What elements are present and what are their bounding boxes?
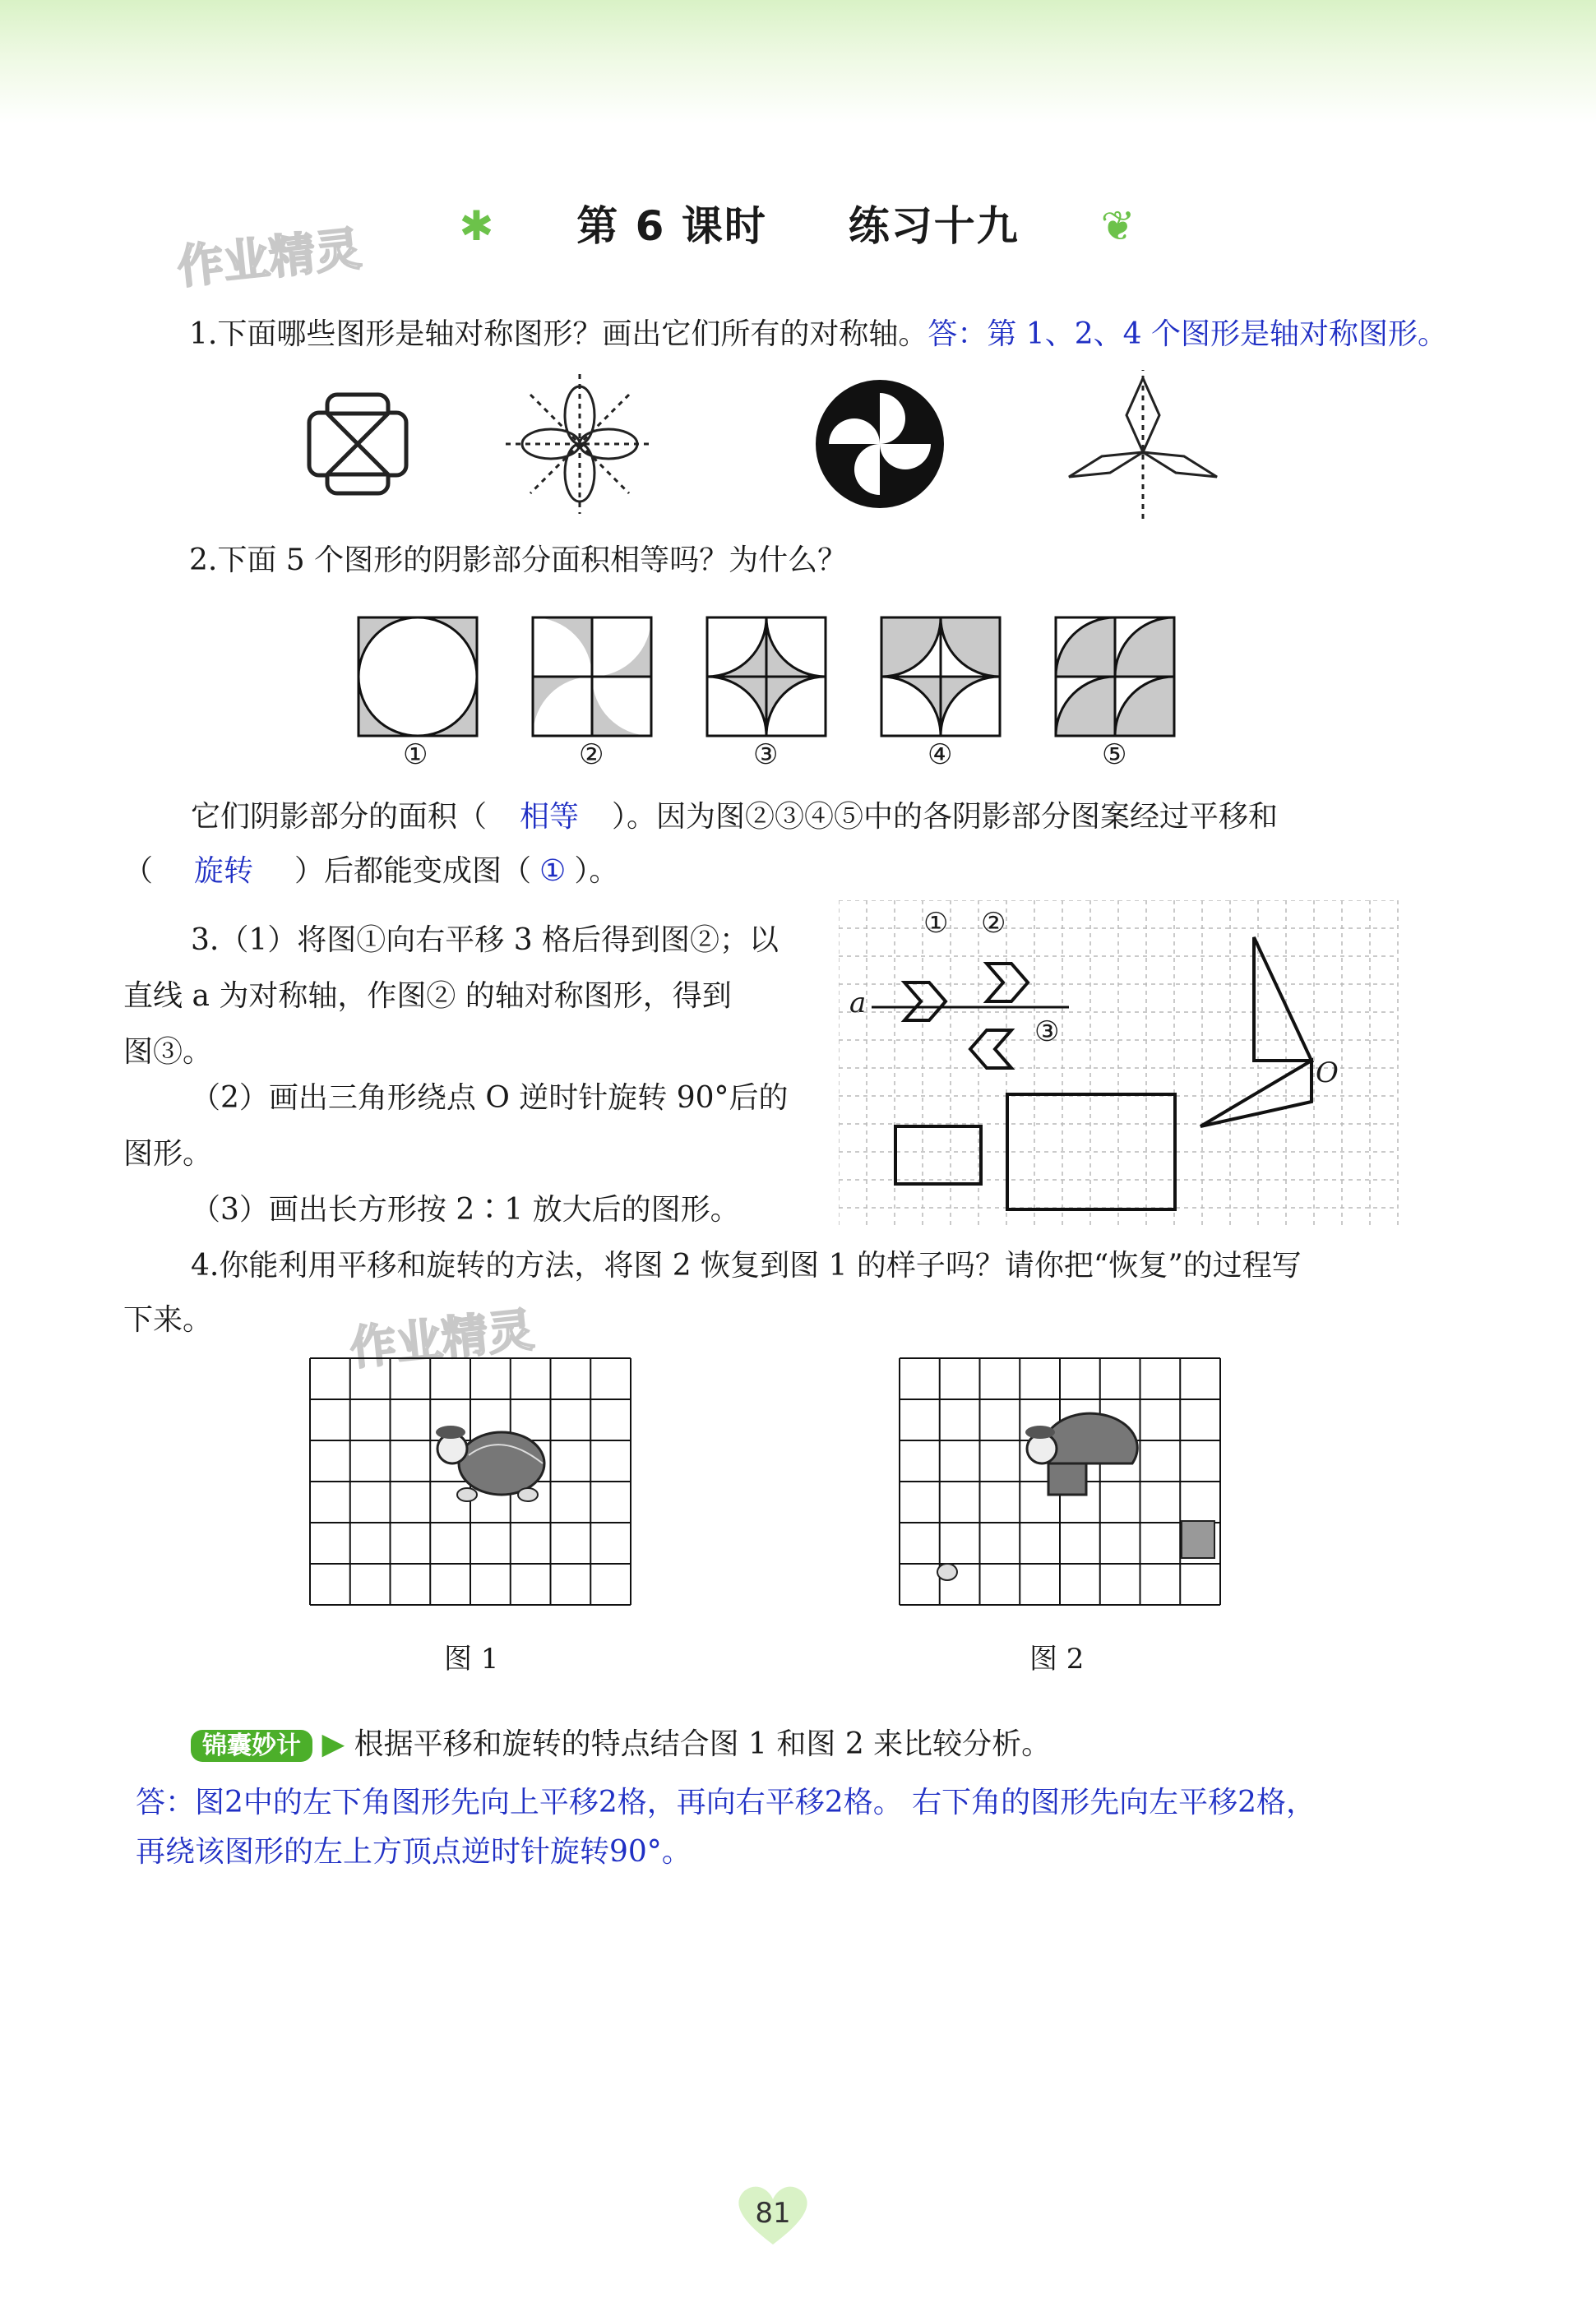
q1-figures bbox=[288, 370, 1233, 526]
watermark-2: 作业精灵 bbox=[347, 1303, 537, 1376]
q3-label-3: ③ bbox=[1034, 1015, 1060, 1048]
q2-blank-2: 旋转 bbox=[194, 854, 254, 888]
q1-figure-4 bbox=[1069, 370, 1217, 522]
q3-part3: （3）画出长方形按 2∶1 放大后的图形。 bbox=[191, 1193, 740, 1227]
q1-figure-1 bbox=[309, 395, 406, 493]
q3-rotated-triangle bbox=[1200, 1061, 1311, 1126]
turtle-drawing-partial bbox=[1025, 1413, 1137, 1495]
q2-figure-5 bbox=[1056, 617, 1174, 736]
q2-answer-line-1: 它们阴影部分的面积（ 相等 ）。因为图②③④⑤中的各阴影部分图案经过平移和 bbox=[191, 800, 1279, 834]
q2-figure-1 bbox=[359, 617, 477, 736]
q4-answer-line-1: 答：图2中的左下角图形先向上平移2格，再向右平移2格。 右下角的图形先向左平移2格， bbox=[136, 1786, 1316, 1819]
q2-blank-3: ① bbox=[539, 854, 567, 888]
q3-label-o: O bbox=[1316, 1056, 1339, 1089]
q4-caption-fig1: 图 1 bbox=[444, 1643, 499, 1676]
q3-part1-line1: 3.（1）将图①向右平移 3 格后得到图②；以 bbox=[191, 923, 779, 957]
q2-label-1: ① bbox=[403, 738, 428, 771]
q2-label-3: ③ bbox=[753, 738, 779, 771]
turtle-piece-bottom-right bbox=[1182, 1521, 1214, 1558]
question-1-text: 1.下面哪些图形是轴对称图形？画出它们所有的对称轴。 bbox=[189, 317, 928, 351]
watermark: 作业精灵 bbox=[174, 222, 364, 295]
q2-figure-4 bbox=[881, 617, 1000, 736]
q4-caption-fig2: 图 2 bbox=[1029, 1643, 1085, 1676]
page-title bbox=[0, 193, 1596, 252]
question-3 bbox=[191, 913, 779, 969]
q4-answer-line-2: 再绕该图形的左上方顶点逆时针旋转90°。 bbox=[136, 1835, 692, 1869]
q1-figure-2 bbox=[506, 374, 654, 514]
header-decoration bbox=[0, 0, 1596, 123]
turtle-piece-bottom-left bbox=[937, 1564, 957, 1580]
page-number: 81 bbox=[755, 2197, 791, 2230]
q2-blank-1: 相等 bbox=[520, 800, 580, 834]
q4-figure-1-grid bbox=[308, 1357, 637, 1611]
q3-part1-line3: 图③。 bbox=[123, 1035, 213, 1069]
q3-small-rectangle bbox=[895, 1126, 981, 1184]
tip-badge: 锦囊妙计 bbox=[191, 1730, 312, 1762]
q4-tip bbox=[191, 1727, 1051, 1764]
question-1-answer: 答：第 1、2、4 个图形是轴对称图形。 bbox=[928, 317, 1447, 351]
q4-text-line-1: 4.你能利用平移和旋转的方法，将图 2 恢复到图 1 的样子吗？请你把“恢复”的过程写 bbox=[191, 1249, 1302, 1283]
star-icon: ✱ bbox=[459, 202, 496, 250]
q2-label-2: ② bbox=[579, 738, 604, 771]
tip-text: 根据平移和旋转的特点结合图 1 和图 2 来比较分析。 bbox=[354, 1727, 1052, 1761]
q2-figure-3 bbox=[707, 617, 826, 736]
lesson-title: 练习十九 bbox=[848, 202, 1020, 250]
q2-figure-2 bbox=[533, 617, 651, 736]
q3-part2-line2: 图形。 bbox=[123, 1137, 213, 1171]
lesson-number: 第 6 课时 bbox=[576, 202, 767, 250]
question-1 bbox=[189, 317, 1587, 353]
q3-label-1: ① bbox=[923, 907, 949, 940]
q2-label-5: ⑤ bbox=[1102, 738, 1127, 771]
fish-icon: ❦ bbox=[1100, 202, 1137, 250]
question-2-text: 2.下面 5 个图形的阴影部分面积相等吗？为什么？ bbox=[189, 543, 848, 577]
q1-figure-3 bbox=[816, 380, 944, 508]
q4-figure-2-grid bbox=[898, 1357, 1227, 1611]
q4-answer bbox=[136, 1778, 1316, 1877]
q3-part2-line1: （2）画出三角形绕点 O 逆时针旋转 90°后的 bbox=[191, 1081, 789, 1115]
q3-label-a: a bbox=[849, 987, 867, 1019]
q4-text-line-2: 下来。 bbox=[123, 1303, 213, 1337]
turtle-drawing bbox=[436, 1426, 544, 1501]
q3-label-2: ② bbox=[981, 907, 1006, 940]
q3-body bbox=[123, 969, 732, 1080]
q3-part1-line2: 直线 a 为对称轴，作图② 的轴对称图形，得到 bbox=[123, 979, 732, 1013]
q3-large-rectangle bbox=[1007, 1094, 1175, 1209]
q2-answer-line-2: （ 旋转 ）后都能变成图（ ① ）。 bbox=[123, 854, 619, 888]
q2-label-4: ④ bbox=[928, 738, 953, 771]
play-icon: ▶ bbox=[322, 1727, 345, 1761]
